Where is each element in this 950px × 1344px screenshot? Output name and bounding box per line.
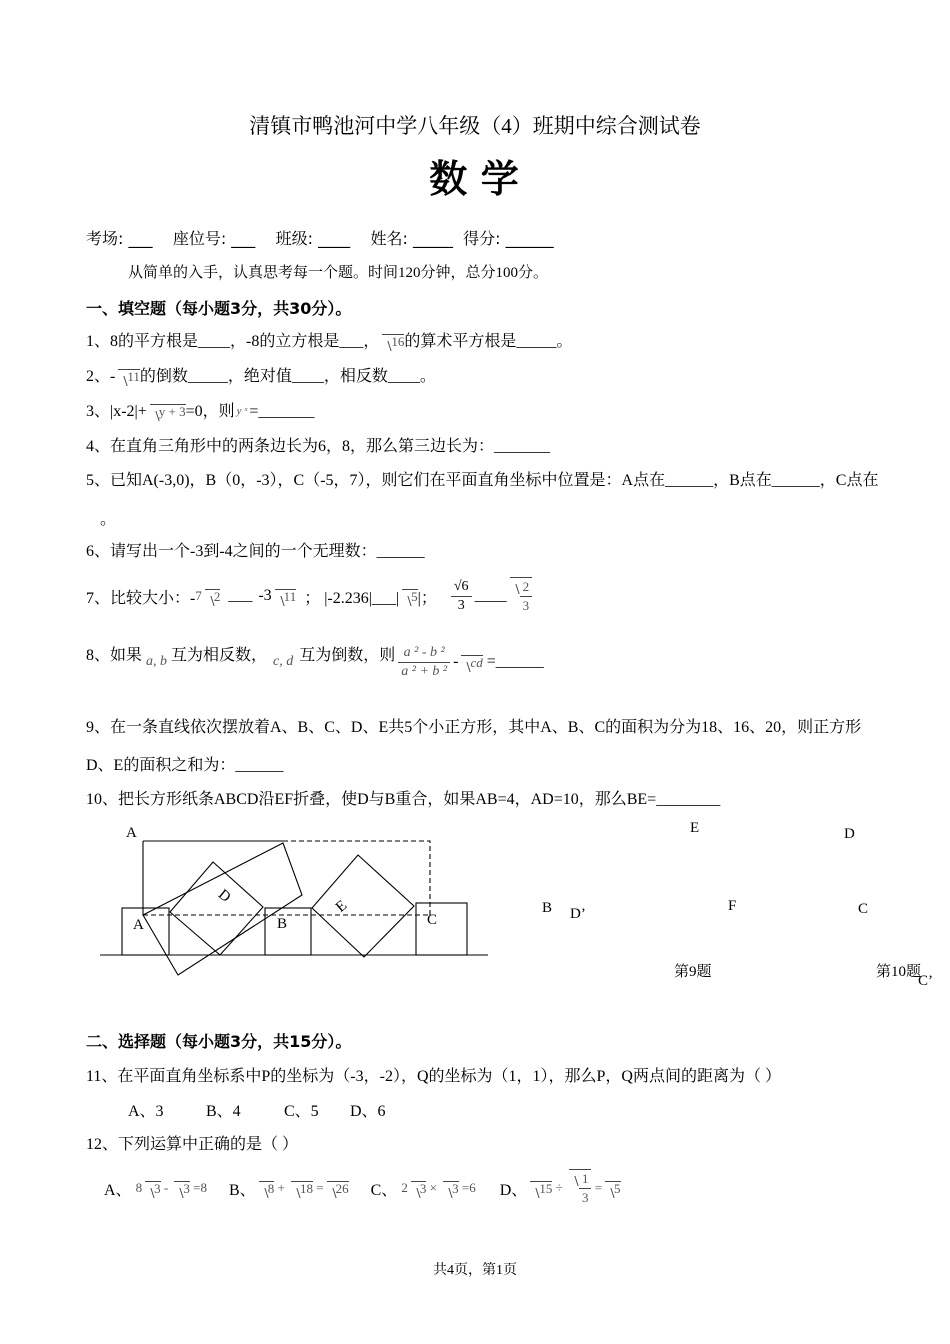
exam-instruction: 从简单的入手，认真思考每一个题。时间120分钟，总分100分。 [128,265,549,281]
question-11: 11、在平面直角坐标系中P的坐标为（-3，-2），Q的坐标为（1，1），那么P，Q两点间的距离为（ ） [86,1068,781,1085]
question-3: 3、|x-2|+ y + 3=0，则 y ˣ =_______ [86,403,315,420]
fig10-label-b: B [542,900,553,916]
fig9-label-d: D [214,886,234,906]
fig9-label-e: E [332,897,351,916]
sqrt-y-plus-3: y + 3 [150,404,186,419]
question-1: 1、8的平方根是____，-8的立方根是___， 16的算术平方根是_____。 [86,333,573,350]
candidate-info-line: 考场: ___ 座位号: ___ 班级: ____ 姓名: _____ 得分: ______ [86,229,554,248]
section2-heading: 二、选择题（每小题3分，共15分）。 [86,1032,352,1051]
question-7: 7、比较大小：- 7 2 ___ -3 11 ； |-2.236|___| 5 |； $\frac{√6}{3}$ ____ $\frac{2}{3}$ [86,574,532,618]
exam-school-title: 清镇市鸭池河中学八年级（4）班期中综合测试卷 [249,114,701,138]
q12-option-b: B、 8 + 18 = 26 [229,1180,349,1199]
sqrt-11: 11 [118,369,140,384]
question-2: 2、- 11的倒数_____，绝对值____，相反数____。 [86,368,436,385]
fig9-label-b: B [277,916,288,932]
q12-option-c: C、 2 3 × 3 =6 [370,1180,476,1199]
fig9-label-a: A [133,917,144,933]
question-12-options [104,1166,621,1210]
question-9-line1: 9、在一条直线依次摆放着A、B、C、D、E共5个小正方形，其中A、B、C的面积为分为18、16、20，则正方形 [86,719,862,736]
q12-option-a: A、 8 3 - 3 =8 [104,1180,207,1199]
question-5-line2: 。 [100,511,117,528]
fig10-label-d-prime: D’ [570,906,586,922]
question-9-line2: D、E的面积之和为：______ [86,757,284,774]
question-6: 6、请写出一个-3到-4之间的一个无理数：______ [86,543,425,560]
q11-option-c: C、5 [284,1103,319,1120]
question-4: 4、在直角三角形中的两条边长为6，8，那么第三边长为：_______ [86,438,551,455]
section1-heading: 一、填空题（每小题3分，共30分）。 [86,299,352,318]
question-10: 10、把长方形纸条ABCD沿EF折叠，使D与B重合，如果AB=4，AD=10，那么BE=________ [86,791,721,808]
question-5-line1: 5、已知A(-3,0)，B（0，-3），C（-5，7），则它们在平面直角坐标中位置是：A点在______，B点在______，C点在 [86,472,879,489]
fraction-sqrt6-over-3: $\frac{√6}{3}$ [451,578,472,615]
fig9-label-c: C [427,912,438,928]
figure-question-9 [90,815,510,985]
fraction-a2-b2: $\frac{\text{a ² - b ²}}{\text{a ² + b ²}}$ [398,644,450,681]
exam-subject-title: 数 学 [429,159,521,201]
fig10-label-f: F [728,898,737,914]
q12-option-d: D、 15 ÷ $\frac{1}{3}$ = 5 [499,1171,621,1205]
page-footer: 共4页，第1页 [433,1263,517,1278]
square-c [416,903,467,955]
fig9-label-a-top: A [126,825,137,841]
figure-10-caption: 第10题 [876,964,922,980]
fig10-label-d: D [844,826,855,842]
figure-9-caption: 第9题 [674,964,712,980]
q11-option-a: A、3 [128,1103,164,1120]
sqrt-16: 16 [382,334,404,349]
fig10-label-c: C [858,901,869,917]
q11-option-d: D、6 [350,1103,386,1120]
fig10-label-e: E [690,820,700,836]
question-8: 8、如果 a, b 互为相反数， c, d 互为倒数，则 $\frac{\text{a ² - b ²}}{\text{a ² + b ²}}$ - cd =______ [86,644,544,679]
q11-option-b: B、4 [206,1103,241,1120]
fig10-label-c-prime: C’ [918,973,933,989]
question-12: 12、下列运算中正确的是（ ） [86,1136,299,1153]
question-11-options [128,1098,386,1121]
square-e [312,855,414,957]
sqrt-fraction-2-over-3: $\frac{2}{3}$ [510,577,533,615]
square-d [170,862,263,955]
